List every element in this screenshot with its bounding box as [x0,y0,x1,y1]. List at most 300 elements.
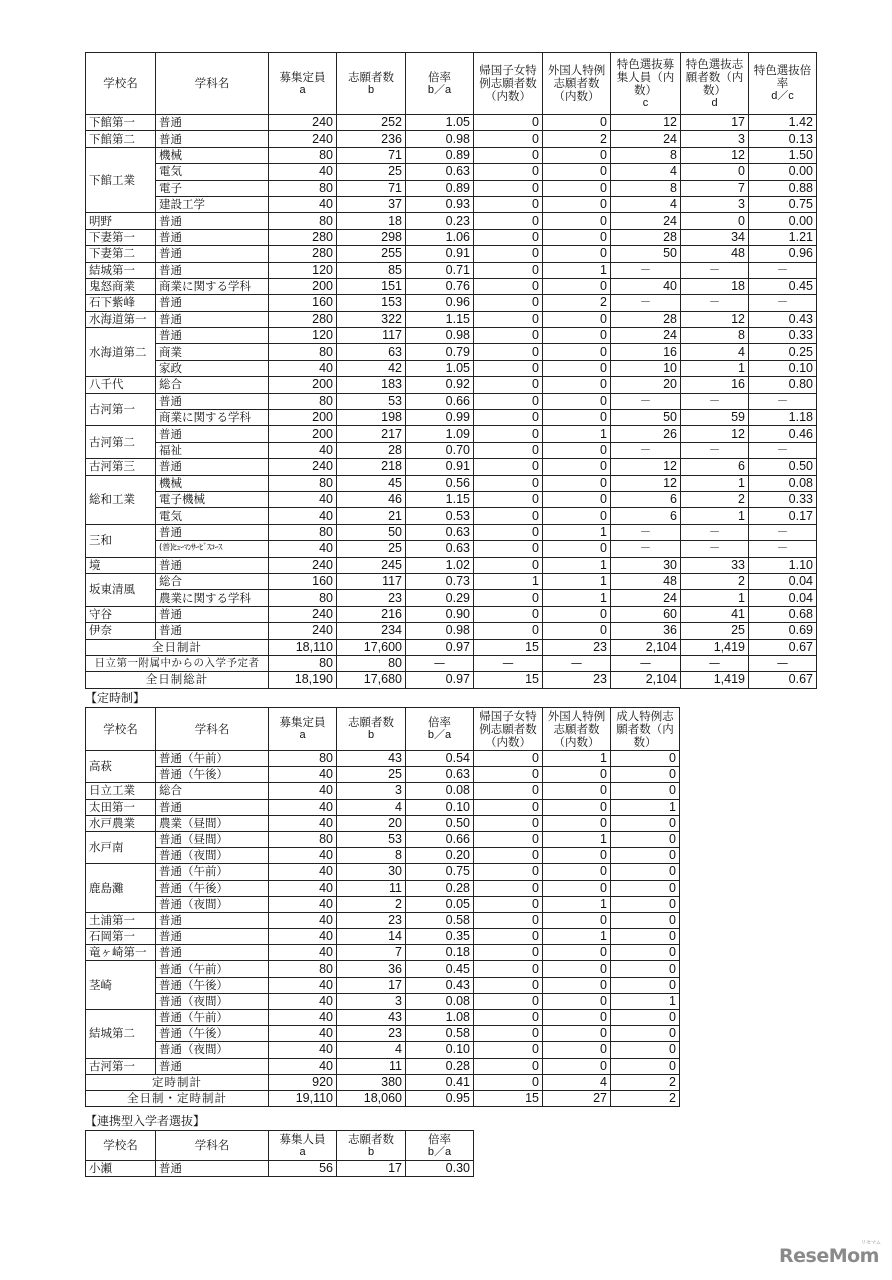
cell-ret: 0 [474,590,543,606]
total-b: 17,600 [337,639,406,655]
cell-b: 71 [337,147,406,163]
cell-r: 0.08 [406,783,474,799]
department-name: 普通 [156,115,269,131]
cell-r: 0.53 [406,508,474,524]
school-name: 八千代 [86,377,156,393]
cell-r: 0.70 [406,442,474,458]
cell-for: 0 [543,410,611,426]
cell-dr: 0.25 [749,344,817,360]
cell-a: 40 [269,767,337,783]
cell-d: － [681,524,749,540]
cell-b: 3 [337,783,406,799]
table-row [86,1026,680,1042]
cell-a: 80 [269,524,337,540]
cell-for: 1 [543,751,611,767]
department-name: 普通（午後） [156,977,269,993]
cell-c: 50 [611,246,681,262]
total-ad: 2 [611,1074,680,1090]
department-name: 総合 [156,573,269,589]
cell-ret: 0 [474,864,543,880]
cell-r: 0.66 [406,831,474,847]
cell-ret: 0 [474,993,543,1009]
cell-r: 1.06 [406,229,474,245]
cell-d: 59 [681,410,749,426]
table-row [86,815,680,831]
cell-dr: 0.80 [749,377,817,393]
cell-ret: 0 [474,491,543,507]
table-row [86,311,817,327]
cell-a: 40 [269,164,337,180]
department-name: 商業に関する学科 [156,278,269,294]
cell-ad: 0 [611,896,680,912]
table-row [86,147,817,163]
cell-a: 160 [269,295,337,311]
table-row [86,491,817,507]
cell-a: 40 [269,993,337,1009]
department-name: 電気 [156,508,269,524]
cell-ret: 0 [474,344,543,360]
cell-a: 40 [269,541,337,557]
cell-for: 0 [543,360,611,376]
table-row [86,459,817,475]
cell-b: 3 [337,993,406,1009]
cell-ad: 0 [611,815,680,831]
cell-a: 40 [269,815,337,831]
cell-a: 80 [269,213,337,229]
table-row [86,1042,680,1058]
cell-dr: － [749,393,817,409]
cell-dr: － [749,262,817,278]
cell-dr: 0.68 [749,606,817,622]
cell-dr: 0.08 [749,475,817,491]
school-name: 高萩 [86,751,156,783]
table-row [86,180,817,196]
cell-b: 50 [337,524,406,540]
cell-ad: 0 [611,831,680,847]
cell-for: 0 [543,180,611,196]
cell-ret: 0 [474,295,543,311]
cell-d: 8 [681,328,749,344]
school-name: 日立工業 [86,783,156,799]
cell-r: 0.66 [406,393,474,409]
school-name: 水戸農業 [86,815,156,831]
table-row [86,945,680,961]
cell-for: 0 [543,196,611,212]
cell-b: 218 [337,459,406,475]
total-ad: 2 [611,1090,680,1106]
cell-for: 2 [543,295,611,311]
total-ret: 15 [474,1090,543,1106]
cell-b: 63 [337,344,406,360]
cell-for: 1 [543,590,611,606]
cell-for: 1 [543,524,611,540]
cell-ret: 0 [474,831,543,847]
header-department: 学科名 [156,53,269,115]
cell-c: 40 [611,278,681,294]
cell-a: 40 [269,912,337,928]
cell-dr: 0.13 [749,131,817,147]
total-b: 18,060 [337,1090,406,1106]
header-foreign: 外国人特例志願者数（内数） [543,53,611,115]
department-name: 総合 [156,783,269,799]
cell-c: 24 [611,590,681,606]
cell-b: 43 [337,751,406,767]
cell-ret: 0 [474,1058,543,1074]
department-name: (普)ﾋｭｰﾏﾝｻｰﾋﾞｽｺｰｽ [156,541,269,557]
school-name: 太田第一 [86,799,156,815]
cell-dr: 0.50 [749,459,817,475]
table-row [86,896,680,912]
school-name: 境 [86,557,156,573]
department-name: 普通 [156,524,269,540]
cell-ret: 0 [474,880,543,896]
department-name: 普通 [156,295,269,311]
cell-for: 0 [543,1010,611,1026]
cell-c: － [611,524,681,540]
cell-b: 23 [337,1026,406,1042]
cell-c: 60 [611,606,681,622]
cell-a: 200 [269,278,337,294]
total-a: 80 [269,655,337,671]
total-c: 2,104 [611,639,681,655]
cell-r: 0.63 [406,541,474,557]
school-name: 三和 [86,524,156,557]
cell-r: 1.08 [406,1010,474,1026]
cell-ad: 0 [611,751,680,767]
school-name: 水海道第二 [86,328,156,377]
cell-for: 1 [543,557,611,573]
cell-dr: 0.17 [749,508,817,524]
total-c: — [611,655,681,671]
cell-r: 1.09 [406,426,474,442]
cell-for: 0 [543,246,611,262]
department-name: 総合 [156,377,269,393]
cell-r: 0.99 [406,410,474,426]
department-name: 普通 [156,131,269,147]
cell-ad: 0 [611,945,680,961]
header-adult: 成人特例志願者数（内数） [611,708,680,751]
cell-r: 0.63 [406,164,474,180]
department-name: 普通 [156,426,269,442]
cell-dr: 0.75 [749,196,817,212]
cell-d: 1 [681,590,749,606]
total-a: 18,110 [269,639,337,655]
cell-ret: 0 [474,623,543,639]
table-row [86,751,680,767]
cell-d: 25 [681,623,749,639]
table-row [86,229,817,245]
cell-for: 0 [543,1026,611,1042]
cell-b: 153 [337,295,406,311]
cell-b: 236 [337,131,406,147]
cell-a: 280 [269,246,337,262]
cell-ret: 0 [474,524,543,540]
header-row [86,708,680,751]
cell-a: 40 [269,508,337,524]
table-row [86,1161,474,1177]
table-row [86,508,817,524]
table-row [86,590,817,606]
cell-dr: 0.45 [749,278,817,294]
cell-r: 1.15 [406,491,474,507]
cell-r: 0.45 [406,961,474,977]
total-d: — [681,655,749,671]
cell-b: 117 [337,573,406,589]
cell-ret: 0 [474,961,543,977]
cell-b: 71 [337,180,406,196]
cell-ret: 0 [474,147,543,163]
cell-a: 40 [269,1026,337,1042]
cell-d: 12 [681,426,749,442]
cell-c: 50 [611,410,681,426]
cell-d: 34 [681,229,749,245]
total-r: 0.41 [406,1074,474,1090]
cell-ret: 0 [474,751,543,767]
table-row [86,213,817,229]
cell-c: 28 [611,229,681,245]
cell-ret: 0 [474,799,543,815]
department-name: 電子 [156,180,269,196]
cell-ret: 0 [474,929,543,945]
cell-a: 40 [269,864,337,880]
cell-a: 80 [269,180,337,196]
cell-a: 80 [269,475,337,491]
table-row [86,929,680,945]
cell-a: 40 [269,896,337,912]
table-row [86,783,680,799]
table-row [86,524,817,540]
table-row [86,164,817,180]
table-row [86,606,817,622]
cell-for: 1 [543,896,611,912]
total-for: 27 [543,1090,611,1106]
cell-b: 4 [337,1042,406,1058]
cell-a: 40 [269,799,337,815]
cell-d: 6 [681,459,749,475]
cell-dr: 0.46 [749,426,817,442]
cell-for: 0 [543,377,611,393]
linked-table [85,1130,474,1177]
cell-dr: 1.18 [749,410,817,426]
cell-d: 18 [681,278,749,294]
cell-b: 255 [337,246,406,262]
header-applicants: 志願者数 b [337,1131,406,1161]
cell-b: 18 [337,213,406,229]
table-row [86,623,817,639]
cell-for: 1 [543,929,611,945]
cell-r: 0.90 [406,606,474,622]
cell-c: 12 [611,459,681,475]
table-row [86,961,680,977]
school-name: 古河第三 [86,459,156,475]
cell-ret: 0 [474,475,543,491]
cell-a: 80 [269,751,337,767]
department-name: 普通 [156,945,269,961]
cell-c: 12 [611,115,681,131]
cell-ret: 0 [474,410,543,426]
cell-b: 53 [337,831,406,847]
cell-d: 48 [681,246,749,262]
cell-c: 28 [611,311,681,327]
cell-for: 0 [543,977,611,993]
department-name: 商業に関する学科 [156,410,269,426]
total-dr: — [749,655,817,671]
cell-c: 4 [611,196,681,212]
cell-d: 7 [681,180,749,196]
cell-dr: 0.33 [749,491,817,507]
total-a: 18,190 [269,672,337,688]
total-label: 定時制計 [86,1074,269,1090]
cell-a: 40 [269,1010,337,1026]
cell-a: 80 [269,831,337,847]
cell-ret: 0 [474,541,543,557]
department-name: 普通（午前） [156,864,269,880]
header-foreign: 外国人特例志願者数（内数） [543,708,611,751]
cell-a: 40 [269,196,337,212]
header-applicants: 志願者数 b [337,53,406,115]
cell-r: 0.23 [406,213,474,229]
cell-a: 40 [269,1058,337,1074]
school-name: 下館第二 [86,131,156,147]
cell-c: 20 [611,377,681,393]
table-row [86,993,680,1009]
cell-a: 56 [269,1161,337,1177]
cell-ret: 0 [474,1042,543,1058]
cell-ad: 0 [611,1026,680,1042]
cell-b: 198 [337,410,406,426]
header-capacity: 募集人員 a [269,1131,337,1161]
school-name: 鹿島灘 [86,864,156,913]
cell-b: 7 [337,945,406,961]
cell-for: 0 [543,459,611,475]
school-name: 下妻第一 [86,229,156,245]
cell-r: 0.98 [406,623,474,639]
department-name: 普通 [156,912,269,928]
cell-ad: 0 [611,977,680,993]
department-name: 普通 [156,799,269,815]
department-name: 機械 [156,147,269,163]
cell-ret: 0 [474,213,543,229]
cell-a: 80 [269,961,337,977]
cell-r: 0.76 [406,278,474,294]
department-name: 普通 [156,606,269,622]
cell-dr: 0.33 [749,328,817,344]
cell-b: 234 [337,623,406,639]
header-applicants: 志願者数 b [337,708,406,751]
cell-dr: 0.96 [749,246,817,262]
cell-a: 240 [269,131,337,147]
table-row [86,377,817,393]
department-name: 普通 [156,311,269,327]
table-row [86,831,680,847]
cell-r: 0.89 [406,180,474,196]
header-ratio: 倍率 b／a [406,708,474,751]
total-label: 日立第一附属中からの入学予定者 [86,655,269,671]
total-row [86,672,817,688]
department-name: 機械 [156,475,269,491]
logo-kana: リセマム [861,1240,881,1246]
total-row [86,655,817,671]
cell-b: 30 [337,864,406,880]
department-name: 普通（午後） [156,1026,269,1042]
cell-dr: 0.69 [749,623,817,639]
cell-ret: 0 [474,426,543,442]
cell-c: 24 [611,328,681,344]
cell-a: 240 [269,606,337,622]
department-name: 普通 [156,328,269,344]
header-row [86,1131,474,1161]
cell-ret: 0 [474,912,543,928]
cell-for: 1 [543,831,611,847]
cell-for: 0 [543,393,611,409]
header-department: 学科名 [156,1131,269,1161]
cell-r: 0.89 [406,147,474,163]
cell-ret: 0 [474,896,543,912]
total-c: 2,104 [611,672,681,688]
total-d: 1,419 [681,672,749,688]
cell-d: 12 [681,147,749,163]
cell-d: － [681,393,749,409]
cell-r: 0.08 [406,993,474,1009]
cell-a: 40 [269,977,337,993]
table-row [86,1010,680,1026]
cell-r: 0.30 [406,1161,474,1177]
department-name: 福祉 [156,442,269,458]
cell-c: － [611,393,681,409]
cell-d: － [681,541,749,557]
cell-ret: 0 [474,377,543,393]
cell-c: 30 [611,557,681,573]
school-name: 竜ヶ崎第一 [86,945,156,961]
cell-ret: 0 [474,848,543,864]
cell-ad: 0 [611,1042,680,1058]
department-name: 普通 [156,459,269,475]
cell-ret: 0 [474,328,543,344]
total-row [86,1090,680,1106]
cell-ret: 0 [474,246,543,262]
cell-r: 0.18 [406,945,474,961]
cell-b: 23 [337,590,406,606]
cell-c: － [611,541,681,557]
cell-c: 4 [611,164,681,180]
table-row [86,557,817,573]
cell-b: 36 [337,961,406,977]
department-name: 建設工学 [156,196,269,212]
total-row [86,639,817,655]
cell-a: 280 [269,229,337,245]
department-name: 電子機械 [156,491,269,507]
cell-d: 16 [681,377,749,393]
cell-a: 160 [269,573,337,589]
cell-for: 0 [543,815,611,831]
cell-ret: 0 [474,393,543,409]
cell-d: 1 [681,508,749,524]
table-row [86,426,817,442]
department-name: 普通 [156,623,269,639]
total-r: — [406,655,474,671]
cell-b: 21 [337,508,406,524]
cell-a: 280 [269,311,337,327]
total-label: 全日制計 [86,639,269,655]
school-name: 土浦第一 [86,912,156,928]
cell-for: 0 [543,344,611,360]
header-capacity: 募集定員 a [269,53,337,115]
cell-ret: 0 [474,360,543,376]
cell-ret: 0 [474,508,543,524]
header-department: 学科名 [156,708,269,751]
header-returnee: 帰国子女特例志願者数（内数） [474,708,543,751]
cell-a: 120 [269,328,337,344]
